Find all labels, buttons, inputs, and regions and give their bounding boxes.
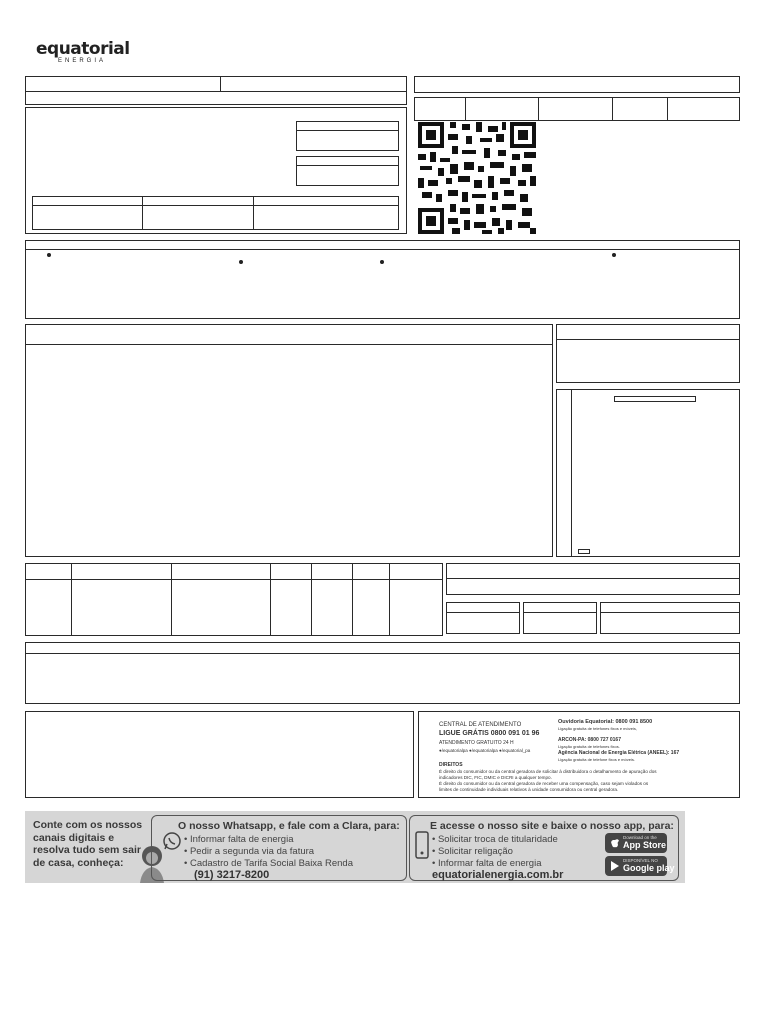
messages-box — [25, 642, 740, 704]
divider — [25, 344, 553, 345]
contact-info — [418, 712, 740, 798]
divider — [270, 563, 271, 636]
whatsapp-title: O nosso Whatsapp, e fale com a Clara, para: — [178, 820, 400, 832]
whatsapp-icon — [162, 831, 182, 851]
divider — [25, 653, 740, 654]
app-item-label: Solicitar religação — [437, 846, 513, 857]
divider — [667, 97, 668, 121]
meter-info-row — [32, 196, 399, 230]
whatsapp-item-label: Cadastro de Tarifa Social Baixa Renda — [189, 858, 353, 869]
divider — [296, 130, 399, 131]
whatsapp-item: • Informar falta de energia — [184, 834, 294, 845]
arcon-note: Ligação gratuita de telefones fixos. — [558, 744, 620, 749]
divider — [220, 76, 221, 91]
app-item: • Solicitar religação — [432, 846, 513, 857]
divider — [171, 563, 172, 636]
aneel-note: Ligação gratuita de telefone fixos e móveis. — [558, 757, 635, 762]
app-item: • Solicitar troca de titularidade — [432, 834, 558, 845]
digital-channels-banner — [25, 811, 685, 883]
app-item: • Informar falta de energia — [432, 858, 542, 869]
play-icon — [610, 860, 620, 872]
social-handle: /equatorialpa — [471, 748, 498, 753]
divider — [25, 91, 407, 92]
brand-name: equatorial — [36, 39, 130, 59]
indicator-cell-1 — [446, 602, 520, 634]
central-hours: ATENDIMENTO GRATUITO 24 H — [439, 740, 514, 746]
direitos-title: DIREITOS — [439, 762, 463, 768]
social-handle: /equatorialpa — [441, 748, 468, 753]
divider — [71, 563, 72, 636]
bullet — [47, 253, 51, 257]
social-handles — [439, 748, 530, 753]
aneel-title: Agência Nacional de Energia Elétrica (ANEEL): 167 — [558, 750, 680, 756]
apple-icon — [610, 837, 620, 849]
google-play-big: Google play — [623, 863, 675, 873]
consumption-history-box — [556, 389, 740, 557]
payment-info-box — [25, 711, 414, 798]
amount-summary-box — [556, 324, 740, 383]
divider — [352, 563, 353, 636]
invoice-header-box — [414, 76, 740, 93]
direitos-line: indicadores DIC, FIC, DMIC e DICRI a qualquer tempo. — [439, 775, 552, 780]
quality-indicators-box — [446, 563, 740, 595]
whatsapp-panel — [151, 815, 407, 881]
phone-icon — [414, 831, 430, 859]
google-play-small: DISPONÍVEL NO — [623, 858, 658, 863]
divider — [556, 339, 740, 340]
invoice-fields-row — [414, 97, 740, 121]
central-phone: LIGUE GRÁTIS 0800 091 01 96 — [439, 730, 540, 737]
banner-lead: Conte com os nossos canais digitais e resolva tudo sem sair de casa, conheça: — [33, 819, 143, 869]
divider — [446, 612, 520, 613]
bullet — [239, 260, 243, 264]
divider — [612, 97, 613, 121]
ouvidoria-title: Ouvidoria Equatorial: 0800 091 8500 — [558, 719, 653, 725]
divider — [32, 205, 399, 206]
whatsapp-item: • Cadastro de Tarifa Social Baixa Renda — [184, 858, 353, 869]
chart-axis — [571, 389, 572, 557]
direitos-line: limites de continuidade individuais relativos à unidade consumidora ou central geradora. — [439, 787, 619, 792]
instagram-icon: ● — [469, 748, 472, 753]
direitos-line: É direito do consumidor ou da central geradora de solicitar à distribuidora o detalhamento de apuração dos — [439, 769, 657, 774]
divider — [253, 196, 254, 230]
divider — [311, 563, 312, 636]
app-title: E acesse o nosso site e baixe o nosso app, para: — [430, 820, 674, 832]
divider — [25, 249, 740, 250]
notices-box — [25, 240, 740, 319]
divider — [523, 612, 597, 613]
divider — [25, 579, 443, 580]
equatorial-logo — [36, 40, 130, 65]
divider — [389, 563, 390, 636]
meter-reading-table — [25, 563, 443, 636]
whatsapp-item-label: Informar falta de energia — [189, 834, 294, 845]
whatsapp-item: • Pedir a segunda via da fatura — [184, 846, 315, 857]
divider — [600, 612, 740, 613]
app-store-small: Download on the — [623, 835, 657, 840]
brand-sub: ENERGIA — [58, 58, 107, 64]
indicator-cell-2 — [523, 602, 597, 634]
social-handle: /equatorial_pa — [501, 748, 531, 753]
app-item-label: Solicitar troca de titularidade — [437, 834, 558, 845]
bullet — [380, 260, 384, 264]
google-play-badge[interactable] — [605, 856, 675, 876]
pix-qr-code — [418, 122, 536, 234]
app-item-label: Informar falta de energia — [437, 858, 542, 869]
field-box-1 — [296, 121, 399, 151]
app-store-big: App Store — [623, 840, 667, 850]
history-bar-marker — [578, 549, 590, 554]
history-legend-box — [614, 396, 696, 402]
central-title: CENTRAL DE ATENDIMENTO — [439, 722, 522, 728]
app-store-badge[interactable] — [605, 833, 667, 853]
field-box-2 — [296, 156, 399, 186]
facebook-icon: ● — [439, 748, 442, 753]
divider — [296, 165, 399, 166]
whatsapp-phone: (91) 3217-8200 — [194, 869, 270, 881]
whatsapp-item-label: Pedir a segunda via da fatura — [189, 846, 315, 857]
divider — [446, 578, 740, 579]
billing-items-box — [25, 324, 553, 557]
ouvidoria-note: Ligação gratuita de telefones fixos e móveis, — [558, 726, 637, 731]
bullet — [612, 253, 616, 257]
divider — [538, 97, 539, 121]
indicator-cell-3 — [600, 602, 740, 634]
direitos-line: É direito do consumidor ou da central geradora de receber uma compensação, caso sejam violados os — [439, 781, 649, 786]
twitter-icon: ● — [499, 748, 502, 753]
arcon-title: ARCON-PA: 0800 727 0167 — [558, 737, 621, 743]
divider — [465, 97, 466, 121]
app-site: equatorialenergia.com.br — [432, 869, 564, 881]
divider — [142, 196, 143, 230]
